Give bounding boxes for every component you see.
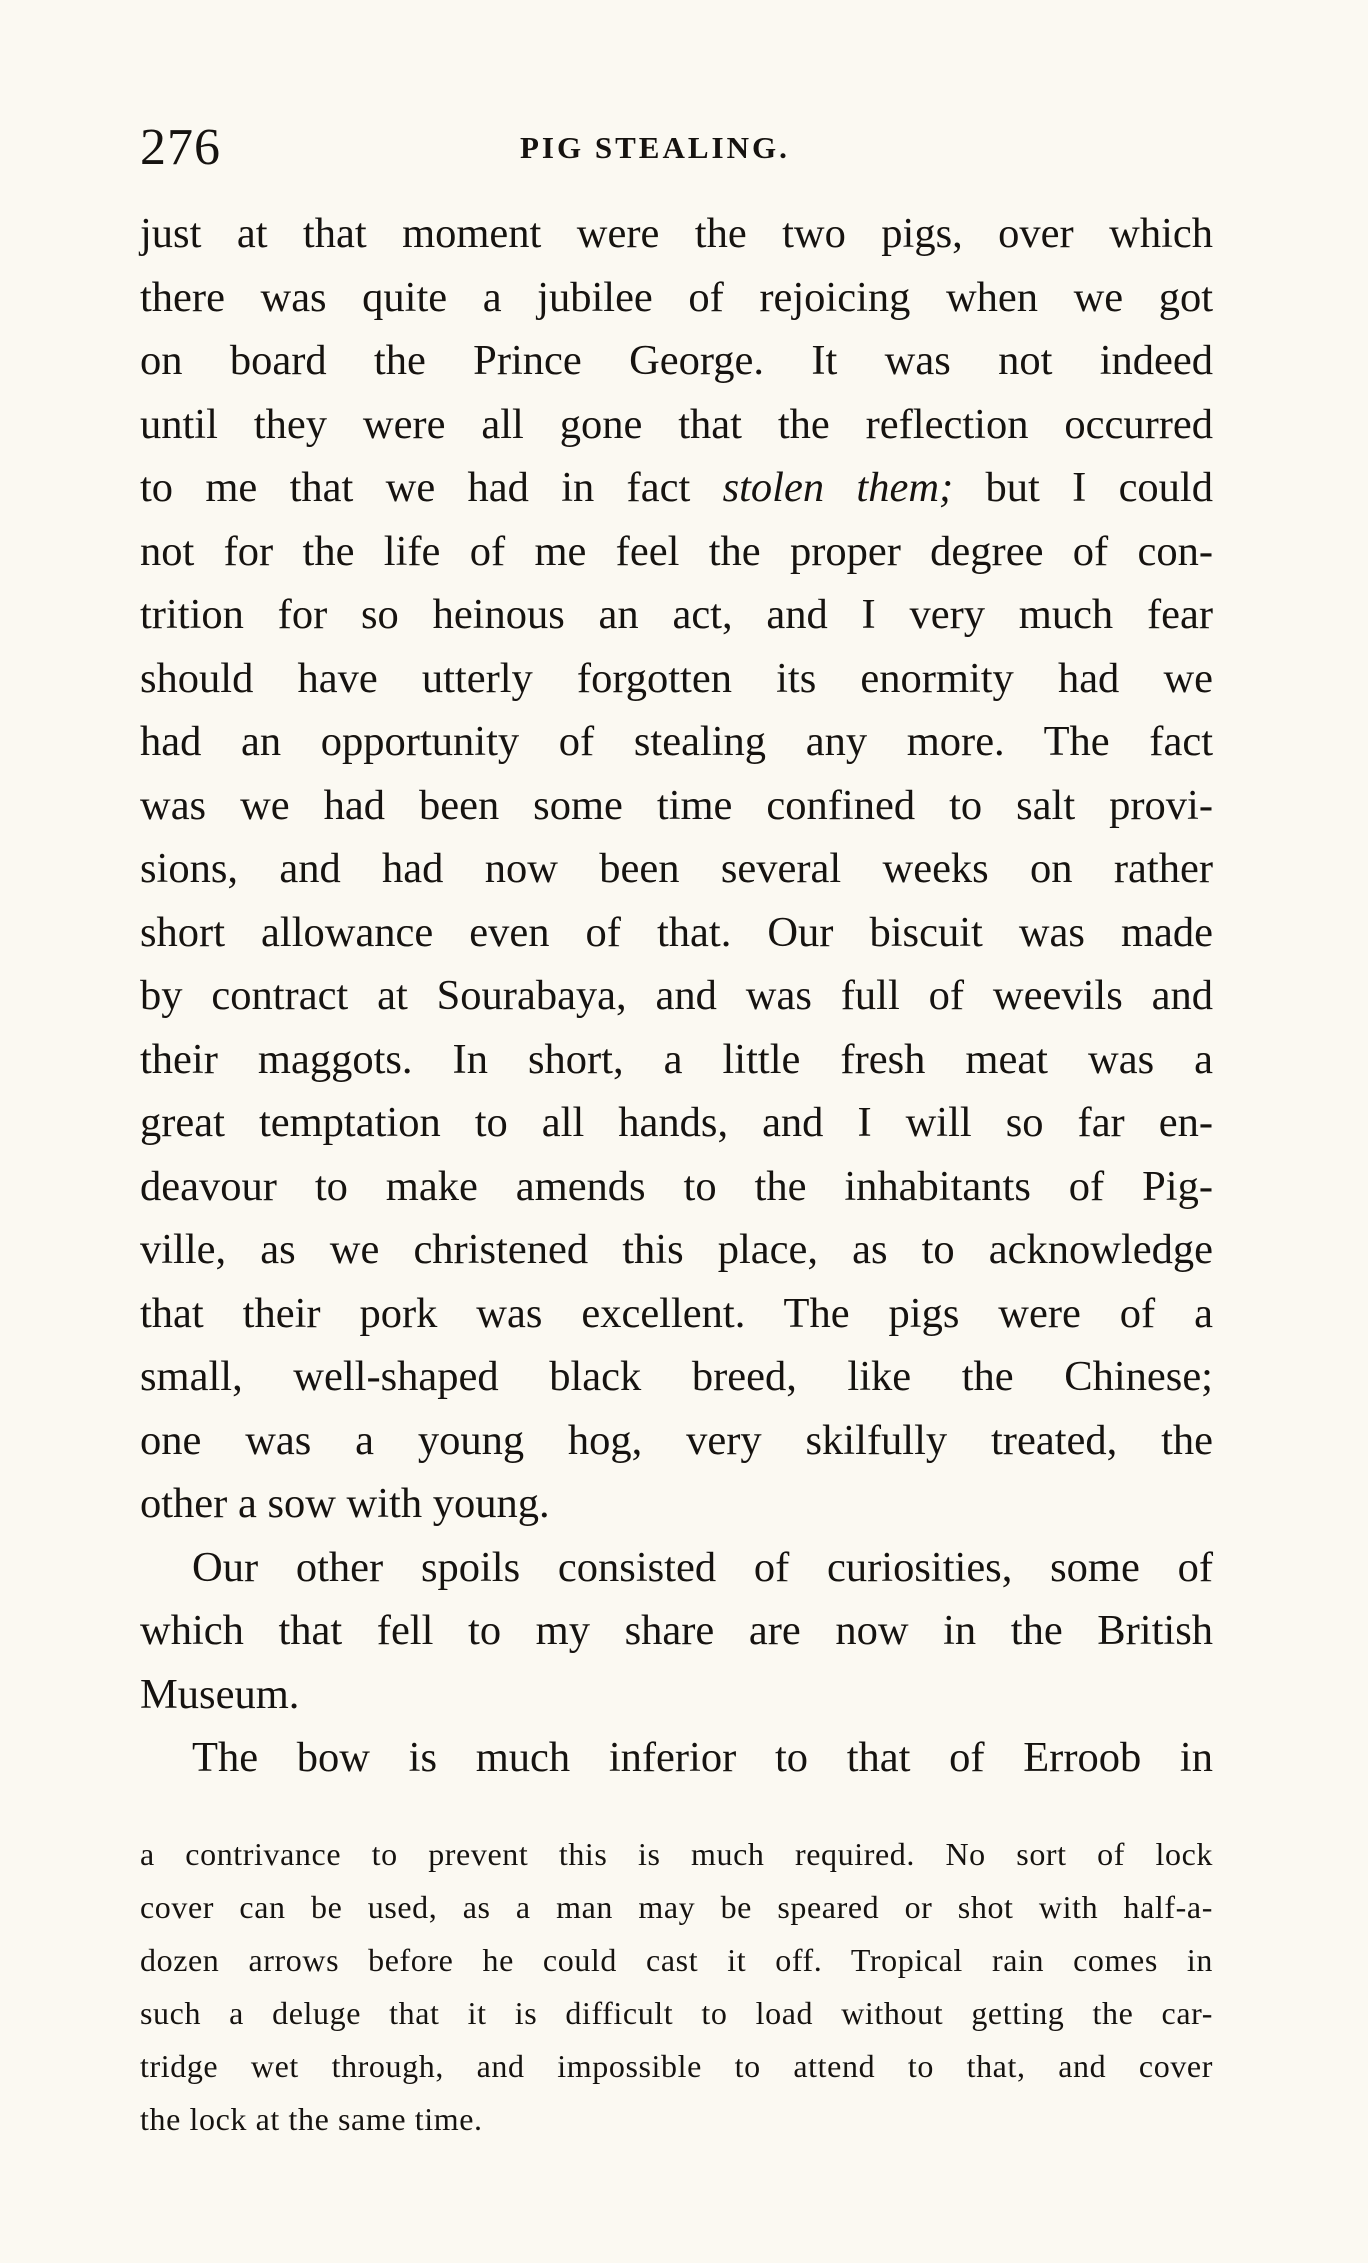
- footnote: [140, 1828, 1213, 2146]
- text-line: other a sow with young.: [140, 1480, 550, 1527]
- running-title: PIG STEALING.: [520, 130, 790, 165]
- text-line: should have utterly forgotten its enormity had we: [140, 654, 1213, 702]
- text-line: that their pork was excellent. The pigs were of a: [140, 1289, 1213, 1337]
- footnote-line: the lock at the same time.: [140, 2101, 483, 2137]
- footnote-line: cover can be used, as a man may be speared or shot with half-a-: [140, 1889, 1213, 1925]
- text-line: trition for so heinous an act, and I very much fear: [140, 591, 1213, 638]
- text-line: sions, and had now been several weeks on rather: [140, 845, 1213, 892]
- text-line: on board the Prince George. It was not indeed: [140, 337, 1213, 384]
- text-run: but I could: [953, 464, 1213, 511]
- text-line: Our other spoils consisted of curiosities, some of: [192, 1543, 1213, 1591]
- text-line: until they were all gone that the reflection occurred: [140, 400, 1213, 448]
- text-line: by contract at Sourabaya, and was full of weevils and: [140, 972, 1213, 1019]
- footnote-line: dozen arrows before he could cast it off. Tropical rain comes in: [140, 1942, 1213, 1978]
- text-line: not for the life of me feel the proper degree of con-: [140, 527, 1213, 575]
- text-line: which that fell to my share are now in the British: [140, 1607, 1213, 1654]
- text-line: was we had been some time confined to salt provi-: [140, 781, 1213, 829]
- text-line: short allowance even of that. Our biscuit was made: [140, 908, 1213, 956]
- text-line: Museum.: [140, 1670, 300, 1718]
- main-text: [140, 202, 1213, 1790]
- text-line: there was quite a jubilee of rejoicing when we got: [140, 273, 1213, 321]
- text-line: The bow is much inferior to that of Erroob in: [192, 1734, 1213, 1781]
- text-line: their maggots. In short, a little fresh meat was a: [140, 1035, 1213, 1083]
- running-header: [140, 118, 1220, 178]
- footnote-line: a contrivance to prevent this is much required. No sort of lock: [140, 1836, 1213, 1872]
- text-line: just at that moment were the two pigs, over which: [140, 210, 1213, 257]
- text-line: deavour to make amends to the inhabitants of Pig-: [140, 1162, 1213, 1210]
- page-number: 276: [140, 119, 221, 176]
- text-line: had an opportunity of stealing any more. The fact: [140, 718, 1213, 765]
- text-line: great temptation to all hands, and I will so far en-: [140, 1099, 1213, 1146]
- text-line: small, well-shaped black breed, like the Chinese;: [140, 1353, 1213, 1400]
- text-line: [140, 456, 1213, 520]
- text-run: to me that we had in fact: [140, 464, 723, 511]
- footnote-line: tridge wet through, and impossible to attend to that, and cover: [140, 2048, 1213, 2084]
- text-line: one was a young hog, very skilfully treated, the: [140, 1416, 1213, 1464]
- text-line: ville, as we christened this place, as to acknowledge: [140, 1226, 1213, 1273]
- italic-text: stolen them;: [722, 464, 954, 511]
- footnote-line: such a deluge that it is difficult to load without getting the car-: [140, 1995, 1213, 2031]
